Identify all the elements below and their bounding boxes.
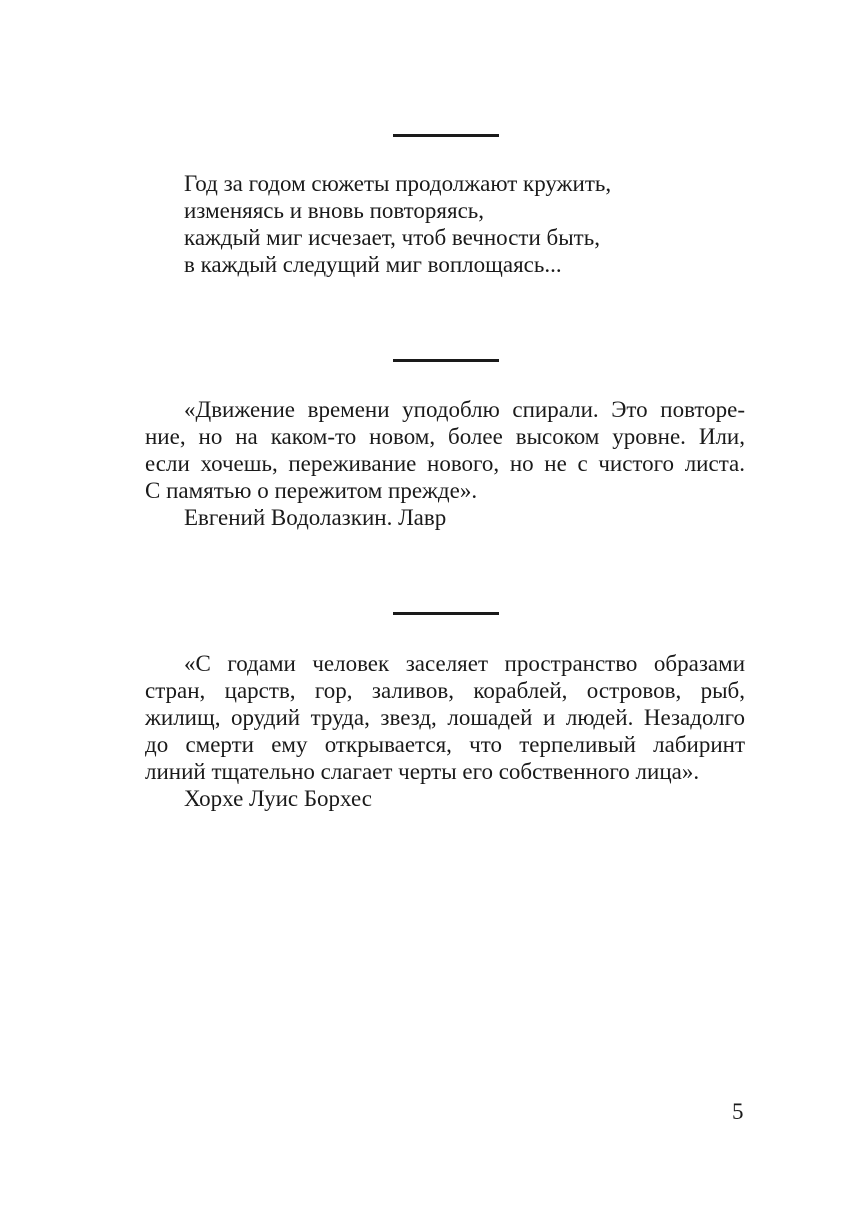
poem-line: изменяясь и вновь повторяясь, [184,198,485,223]
section-divider-1 [393,134,499,137]
page-number: 5 [732,1099,744,1124]
section-divider-2 [393,359,499,362]
quote-attribution: Хорхе Луис Борхес [184,786,372,811]
quote-line: если хочешь, переживание нового, но не с чистого листа. [145,451,745,476]
quote-line: «С годами человек заселяет пространство образами [184,651,745,676]
quote-attribution: Евгений Водолазкин. Лавр [184,505,447,530]
quote-vodolazkin [145,396,745,531]
quote-line: ние, но на каком-то новом, более высоком уровне. Или, [145,424,745,449]
poem-line: каждый миг исчезает, чтоб вечности быть, [184,225,600,250]
quote-line: стран, царств, гор, заливов, кораблей, островов, рыб, [145,678,745,703]
quote-line: жилищ, орудий труда, звезд, лошадей и людей. Незадолго [145,705,745,730]
poem-line: в каждый следущий миг воплощаясь... [184,252,562,277]
quote-line: С памятью о пережитом прежде». [145,478,478,503]
quote-line: линий тщательно слагает черты его собственного лица». [145,759,700,784]
section-divider-3 [393,612,499,615]
quote-line: до смерти ему открывается, что терпеливый лабиринт [145,732,745,757]
quote-line: «Движение времени уподоблю спирали. Это повторе- [184,397,745,422]
poem-block [184,170,704,278]
quote-borges [145,650,745,812]
poem-line: Год за годом сюжеты продолжают кружить, [184,171,612,196]
